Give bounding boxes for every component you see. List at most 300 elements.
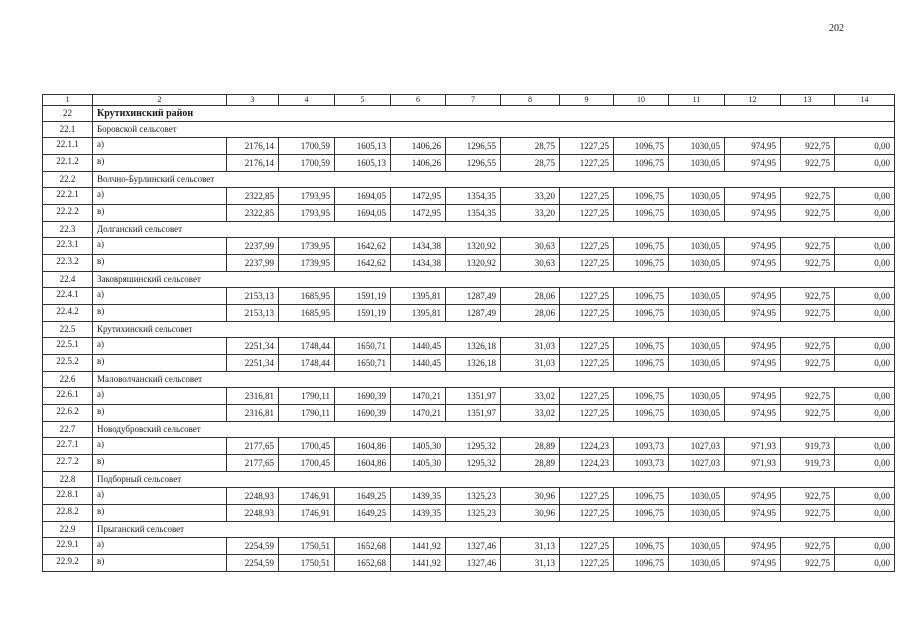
row-label: в) [93,155,227,172]
value-cell: 922,75 [781,255,835,272]
value-cell: 1395,81 [391,288,446,305]
value-cell: 1605,13 [335,155,391,172]
value-cell: 1326,18 [446,355,501,372]
table-row [43,238,895,255]
value-cell: 1441,92 [391,555,446,572]
table-row [43,188,895,205]
value-cell: 1441,92 [391,538,446,555]
value-cell: 922,75 [781,388,835,405]
value-cell: 1649,25 [335,488,391,505]
value-cell: 1227,25 [560,338,614,355]
row-code: 22.4.1 [43,288,93,305]
value-cell: 922,75 [781,555,835,572]
value-cell: 1030,05 [669,555,725,572]
value-cell: 919,73 [781,455,835,472]
value-cell: 1030,05 [669,205,725,222]
value-cell: 1440,45 [391,355,446,372]
section-row [43,172,895,188]
row-label: в) [93,505,227,522]
value-cell: 1690,39 [335,405,391,422]
section-name: Подборный сельсовет [93,472,895,488]
value-cell: 1690,39 [335,388,391,405]
value-cell: 28,06 [501,305,560,322]
value-cell: 974,95 [725,538,781,555]
value-cell: 1685,95 [279,288,335,305]
value-cell: 1700,45 [279,455,335,472]
row-label: а) [93,138,227,155]
row-code: 22.6 [43,372,93,388]
value-cell: 1096,75 [614,255,669,272]
value-cell: 2254,59 [227,555,279,572]
value-cell: 1793,95 [279,188,335,205]
value-cell: 0,00 [835,238,895,255]
value-cell: 974,95 [725,205,781,222]
tariff-table [42,94,895,572]
section-name: Заковряшинский сельсовет [93,272,895,288]
value-cell: 31,13 [501,555,560,572]
value-cell: 2177,65 [227,455,279,472]
table-row [43,388,895,405]
value-cell: 974,95 [725,405,781,422]
row-code: 22.4.2 [43,305,93,322]
value-cell: 1351,97 [446,388,501,405]
value-cell: 1395,81 [391,305,446,322]
row-label: а) [93,388,227,405]
section-name: Боровской сельсовет [93,122,895,138]
value-cell: 1096,75 [614,505,669,522]
header-cell: 7 [446,95,501,106]
row-label: а) [93,438,227,455]
value-cell: 1746,91 [279,488,335,505]
table-row [43,305,895,322]
header-cell: 1 [43,95,93,106]
section-row [43,422,895,438]
value-cell: 1227,25 [560,288,614,305]
row-code: 22.9 [43,522,93,538]
value-cell: 1649,25 [335,505,391,522]
section-row [43,472,895,488]
value-cell: 1434,38 [391,238,446,255]
value-cell: 1472,95 [391,188,446,205]
value-cell: 1096,75 [614,355,669,372]
value-cell: 1030,05 [669,338,725,355]
value-cell: 0,00 [835,188,895,205]
row-code: 22.1 [43,122,93,138]
value-cell: 1739,95 [279,255,335,272]
value-cell: 971,93 [725,455,781,472]
value-cell: 974,95 [725,255,781,272]
value-cell: 28,75 [501,138,560,155]
value-cell: 1224,23 [560,455,614,472]
table-row [43,505,895,522]
table-row [43,255,895,272]
value-cell: 1650,71 [335,355,391,372]
header-cell: 8 [501,95,560,106]
value-cell: 1642,62 [335,255,391,272]
value-cell: 33,20 [501,188,560,205]
value-cell: 1750,51 [279,538,335,555]
row-code: 22.2.2 [43,205,93,222]
table-row [43,405,895,422]
row-code: 22.1.1 [43,138,93,155]
row-code: 22.7 [43,422,93,438]
value-cell: 2254,59 [227,538,279,555]
row-code: 22.7.2 [43,455,93,472]
row-code: 22.6.2 [43,405,93,422]
value-cell: 31,13 [501,538,560,555]
header-cell: 11 [669,95,725,106]
row-code: 22.3 [43,222,93,238]
header-cell: 3 [227,95,279,106]
value-cell: 2316,81 [227,405,279,422]
table-row [43,455,895,472]
value-cell: 1096,75 [614,288,669,305]
district-name: Крутихинский район [93,106,895,122]
section-row [43,122,895,138]
row-code: 22.5.1 [43,338,93,355]
row-code: 22.7.1 [43,438,93,455]
value-cell: 1652,68 [335,538,391,555]
value-cell: 1694,05 [335,205,391,222]
table-row [43,355,895,372]
district-row [43,106,895,122]
value-cell: 919,73 [781,438,835,455]
row-label: а) [93,338,227,355]
value-cell: 1030,05 [669,188,725,205]
value-cell: 1351,97 [446,405,501,422]
value-cell: 0,00 [835,438,895,455]
row-code: 22.3.2 [43,255,93,272]
section-name: Прыганский сельсовет [93,522,895,538]
value-cell: 1748,44 [279,338,335,355]
value-cell: 2248,93 [227,488,279,505]
value-cell: 1030,05 [669,538,725,555]
row-code: 22.2 [43,172,93,188]
value-cell: 1700,59 [279,155,335,172]
value-cell: 1650,71 [335,338,391,355]
value-cell: 30,96 [501,505,560,522]
row-code: 22.3.1 [43,238,93,255]
value-cell: 1750,51 [279,555,335,572]
value-cell: 1227,25 [560,138,614,155]
row-label: а) [93,288,227,305]
row-code: 22.4 [43,272,93,288]
row-code: 22.6.1 [43,388,93,405]
header-cell: 4 [279,95,335,106]
row-label: в) [93,555,227,572]
value-cell: 1096,75 [614,405,669,422]
value-cell: 1405,30 [391,455,446,472]
value-cell: 1642,62 [335,238,391,255]
value-cell: 28,75 [501,155,560,172]
value-cell: 974,95 [725,155,781,172]
value-cell: 2153,13 [227,288,279,305]
value-cell: 1030,05 [669,505,725,522]
value-cell: 1793,95 [279,205,335,222]
value-cell: 1096,75 [614,155,669,172]
value-cell: 1790,11 [279,388,335,405]
row-label: в) [93,455,227,472]
row-label: а) [93,538,227,555]
value-cell: 0,00 [835,405,895,422]
value-cell: 1030,05 [669,238,725,255]
value-cell: 1030,05 [669,155,725,172]
table-body [43,95,895,572]
table-row [43,338,895,355]
value-cell: 1027,03 [669,438,725,455]
row-code: 22 [43,106,93,122]
value-cell: 1700,45 [279,438,335,455]
row-label: в) [93,255,227,272]
value-cell: 974,95 [725,238,781,255]
value-cell: 1605,13 [335,138,391,155]
value-cell: 0,00 [835,555,895,572]
row-label: в) [93,305,227,322]
value-cell: 1030,05 [669,488,725,505]
value-cell: 1694,05 [335,188,391,205]
value-cell: 30,63 [501,238,560,255]
value-cell: 1326,18 [446,338,501,355]
value-cell: 1746,91 [279,505,335,522]
value-cell: 0,00 [835,355,895,372]
value-cell: 974,95 [725,338,781,355]
value-cell: 922,75 [781,305,835,322]
section-name: Волчно-Бурлинский сельсовет [93,172,895,188]
value-cell: 1227,25 [560,538,614,555]
header-cell: 9 [560,95,614,106]
value-cell: 2153,13 [227,305,279,322]
table-row [43,205,895,222]
value-cell: 974,95 [725,305,781,322]
value-cell: 1093,73 [614,438,669,455]
row-code: 22.9.1 [43,538,93,555]
value-cell: 1295,32 [446,438,501,455]
value-cell: 974,95 [725,288,781,305]
value-cell: 1227,25 [560,155,614,172]
value-cell: 0,00 [835,505,895,522]
value-cell: 1440,45 [391,338,446,355]
section-row [43,222,895,238]
value-cell: 1604,86 [335,438,391,455]
value-cell: 1320,92 [446,238,501,255]
value-cell: 1354,35 [446,205,501,222]
value-cell: 1030,05 [669,255,725,272]
table-row [43,488,895,505]
value-cell: 974,95 [725,555,781,572]
row-label: а) [93,238,227,255]
value-cell: 1295,32 [446,455,501,472]
section-row [43,372,895,388]
table-row [43,438,895,455]
value-cell: 33,20 [501,205,560,222]
value-cell: 1227,25 [560,405,614,422]
row-code: 22.8.1 [43,488,93,505]
value-cell: 922,75 [781,505,835,522]
row-label: в) [93,205,227,222]
value-cell: 1096,75 [614,555,669,572]
value-cell: 1700,59 [279,138,335,155]
row-code: 22.9.2 [43,555,93,572]
value-cell: 1470,21 [391,405,446,422]
section-row [43,322,895,338]
page-number: 202 [829,23,844,34]
value-cell: 1030,05 [669,388,725,405]
value-cell: 1227,25 [560,188,614,205]
value-cell: 922,75 [781,355,835,372]
value-cell: 1227,25 [560,555,614,572]
value-cell: 1439,35 [391,488,446,505]
value-cell: 1096,75 [614,305,669,322]
value-cell: 1096,75 [614,205,669,222]
value-cell: 1604,86 [335,455,391,472]
value-cell: 1030,05 [669,405,725,422]
value-cell: 2176,14 [227,155,279,172]
value-cell: 922,75 [781,338,835,355]
value-cell: 1227,25 [560,305,614,322]
row-code: 22.5.2 [43,355,93,372]
section-name: Маловолчанский сельсовет [93,372,895,388]
value-cell: 974,95 [725,138,781,155]
value-cell: 1470,21 [391,388,446,405]
value-cell: 0,00 [835,538,895,555]
value-cell: 1748,44 [279,355,335,372]
header-cell: 5 [335,95,391,106]
row-code: 22.5 [43,322,93,338]
value-cell: 1287,49 [446,288,501,305]
row-label: а) [93,488,227,505]
value-cell: 0,00 [835,388,895,405]
value-cell: 33,02 [501,405,560,422]
value-cell: 0,00 [835,288,895,305]
value-cell: 28,89 [501,455,560,472]
value-cell: 1406,26 [391,155,446,172]
value-cell: 974,95 [725,488,781,505]
value-cell: 1096,75 [614,538,669,555]
value-cell: 974,95 [725,388,781,405]
value-cell: 33,02 [501,388,560,405]
value-cell: 922,75 [781,488,835,505]
value-cell: 1227,25 [560,238,614,255]
value-cell: 922,75 [781,288,835,305]
value-cell: 971,93 [725,438,781,455]
value-cell: 0,00 [835,338,895,355]
value-cell: 2251,34 [227,338,279,355]
value-cell: 922,75 [781,155,835,172]
value-cell: 922,75 [781,138,835,155]
row-code: 22.2.1 [43,188,93,205]
value-cell: 2316,81 [227,388,279,405]
value-cell: 1096,75 [614,488,669,505]
value-cell: 0,00 [835,488,895,505]
table-row [43,138,895,155]
value-cell: 1434,38 [391,255,446,272]
value-cell: 1405,30 [391,438,446,455]
value-cell: 28,89 [501,438,560,455]
value-cell: 1325,23 [446,505,501,522]
value-cell: 1027,03 [669,455,725,472]
value-cell: 1439,35 [391,505,446,522]
value-cell: 1096,75 [614,338,669,355]
value-cell: 1227,25 [560,388,614,405]
value-cell: 1096,75 [614,388,669,405]
row-label: а) [93,188,227,205]
value-cell: 1224,23 [560,438,614,455]
value-cell: 1227,25 [560,505,614,522]
value-cell: 1472,95 [391,205,446,222]
header-cell: 10 [614,95,669,106]
header-cell: 12 [725,95,781,106]
value-cell: 1685,95 [279,305,335,322]
value-cell: 1325,23 [446,488,501,505]
value-cell: 1030,05 [669,138,725,155]
section-name: Новодубровский сельсовет [93,422,895,438]
header-cell: 14 [835,95,895,106]
value-cell: 2237,99 [227,238,279,255]
header-cell: 13 [781,95,835,106]
value-cell: 1096,75 [614,188,669,205]
value-cell: 30,96 [501,488,560,505]
value-cell: 1296,55 [446,155,501,172]
section-row [43,272,895,288]
row-code: 22.1.2 [43,155,93,172]
value-cell: 1227,25 [560,355,614,372]
value-cell: 1227,25 [560,205,614,222]
value-cell: 1030,05 [669,305,725,322]
section-name: Крутихинский сельсовет [93,322,895,338]
table-row [43,288,895,305]
value-cell: 0,00 [835,138,895,155]
value-cell: 1739,95 [279,238,335,255]
value-cell: 922,75 [781,405,835,422]
value-cell: 1296,55 [446,138,501,155]
section-name: Долганский сельсовет [93,222,895,238]
value-cell: 922,75 [781,205,835,222]
value-cell: 1227,25 [560,255,614,272]
value-cell: 0,00 [835,455,895,472]
value-cell: 974,95 [725,188,781,205]
value-cell: 1790,11 [279,405,335,422]
value-cell: 1327,46 [446,555,501,572]
value-cell: 0,00 [835,155,895,172]
value-cell: 1287,49 [446,305,501,322]
value-cell: 28,06 [501,288,560,305]
value-cell: 2322,85 [227,188,279,205]
value-cell: 2248,93 [227,505,279,522]
row-label: в) [93,405,227,422]
row-code: 22.8.2 [43,505,93,522]
value-cell: 31,03 [501,355,560,372]
value-cell: 1327,46 [446,538,501,555]
section-row [43,522,895,538]
value-cell: 1320,92 [446,255,501,272]
value-cell: 1652,68 [335,555,391,572]
value-cell: 1591,19 [335,305,391,322]
value-cell: 30,63 [501,255,560,272]
value-cell: 2176,14 [227,138,279,155]
value-cell: 31,03 [501,338,560,355]
value-cell: 1591,19 [335,288,391,305]
table-row [43,155,895,172]
value-cell: 1030,05 [669,288,725,305]
value-cell: 1354,35 [446,188,501,205]
value-cell: 974,95 [725,355,781,372]
value-cell: 2177,65 [227,438,279,455]
row-code: 22.8 [43,472,93,488]
value-cell: 1227,25 [560,488,614,505]
header-cell: 2 [93,95,227,106]
header-row [43,95,895,106]
value-cell: 974,95 [725,505,781,522]
